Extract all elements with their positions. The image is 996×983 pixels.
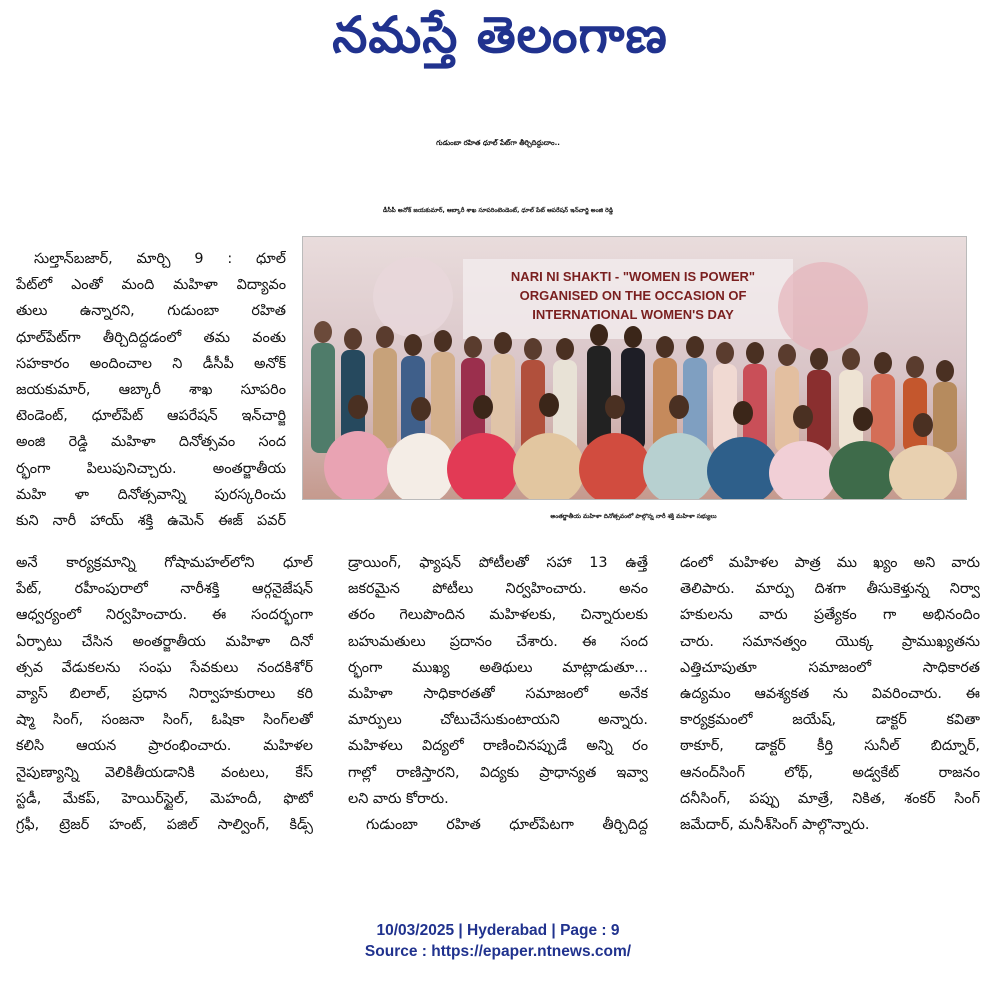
article-line: ఆనంద్‌సింగ్ లోథ్, అడ్వకేట్ రాజనం <box>680 764 980 781</box>
article-column-1-top <box>16 246 286 534</box>
article-line: అనే కార్యక్రమాన్ని గోషామహల్‌లోని ధూల్ <box>16 555 313 571</box>
photo-caption: అంతర్జాతీయ మహిళా దినోత్సవంలో పాల్గొన్న నారీ శక్తి మహిళా సభ్యులు <box>550 513 717 520</box>
article-line: దనీసింగ్, పప్పు మాత్రే, నికిత, శంకర్ సింగ్ <box>680 790 980 807</box>
article-line: త్సవ వేడుకలను సంఘ సేవకులు నందకిశోర్ <box>16 659 313 676</box>
banner-line-3: INTERNATIONAL WOMEN'S DAY <box>532 307 734 322</box>
article-line: మార్పులు చోటుచేసుకుంటాయని అన్నారు. <box>348 712 648 729</box>
article-column-2 <box>348 550 648 838</box>
article-line: గాల్లో రాణిస్తారని, విద్యకు ప్రాధాన్యత ఇవ్వా <box>348 764 648 781</box>
article-line: ఆధ్వర్యంలో నిర్వహించారు. ఈ సందర్భంగా <box>16 607 313 624</box>
article-line: గ్రఫీ, ట్రెజర్ హంట్, పజిల్ సాల్వింగ్, కిడ్స్ <box>16 817 313 834</box>
masthead-title: నమస్తే తెలంగాణ <box>332 5 668 64</box>
article-line: తెలిపారు. మార్పు దిశగా తీసుకెళ్తున్న నిర్వా <box>680 581 980 598</box>
article-line: తరం గెలుపొందిన మహిళలకు, చిన్నారులకు <box>348 607 648 624</box>
footer <box>0 920 996 962</box>
article-line: ర్భంగా ముఖ్య అతిథులు మాట్లాడుతూ... <box>348 659 648 676</box>
article-line: సహకారం అందించాల ని డీసీపీ అనోక్ <box>16 355 286 372</box>
article-line: ఎత్తిచూపుతూ సమాజంలో సాధికారత <box>680 659 980 676</box>
article-line: హకులను వారు ప్రత్యేకం గా అభినందిం <box>680 607 980 624</box>
article-line: మహిళలు విద్యలో రాణించినప్పుడే అన్ని రం <box>348 738 648 755</box>
article-line: తులు ఉన్నారని, గుడుంబా రహిత <box>16 303 286 320</box>
footer-source-line: Source : https://epaper.ntnews.com/ <box>364 943 632 960</box>
article-line: అంజి రెడ్డి మహిళా దినోత్సవం సంద <box>16 434 286 451</box>
article-line: జయకుమార్, ఆబ్కారీ శాఖ సూపరిం <box>16 382 286 399</box>
article-line: నైపుణ్యాన్ని వెలికితీయడానికి వంటలు, కేస్ <box>16 764 313 781</box>
masthead <box>300 6 700 76</box>
article-line: స్టడీ, మేకప్, హెయిర్‌స్టైల్, మెహందీ, ఫొటో <box>16 790 313 807</box>
article-line: పేట్‌లో ఎంతో మంది మహిళా విద్యావం <box>16 277 286 294</box>
article-line: కార్యక్రమంలో జయేష్, డాక్టర్ కవితా <box>680 712 980 729</box>
article-line: గుడుంబా రహిత ధూల్‌పేటగా తీర్చిదిద్ద <box>366 817 648 834</box>
article-column-3 <box>680 550 980 838</box>
article-line: కుని నారీ హాయ్ శక్తి ఉమెన్ ఈజ్ పవర్ <box>16 513 286 530</box>
article-line: లని వారు కోరారు. <box>348 790 449 807</box>
article-line: కలిసి ఆయన ప్రారంభించారు. మహిళల <box>16 738 313 755</box>
article-line: టెండెంట్, ధూల్‌పేట్ ఆపరేషన్ ఇన్‌చార్జి <box>16 408 286 425</box>
article-line: డంలో మహిళల పాత్ర ము ఖ్యం అని వారు <box>680 555 980 571</box>
article-line: ర్భంగా పిలుపునిచ్చారు. అంతర్జాతీయ <box>16 460 286 477</box>
article-line: జమేదార్, మనీశ్‌సింగ్ పాల్గొన్నారు. <box>680 817 870 834</box>
footer-date-line: 10/03/2025 | Hyderabad | Page : 9 <box>376 922 620 939</box>
article-line: ధూల్‌పేట్‌గా తీర్చిదిద్దడంలో తమ వంతు <box>16 329 286 346</box>
article-line: మహి ళా దినోత్సవాన్ని పురస్కరించు <box>16 486 286 503</box>
article-line: డ్రాయింగ్, ఫ్యాషన్ పోటీలతో సహా 13 ఉత్తే <box>348 555 648 571</box>
article-line: ఠాకూర్, డాక్టర్ కీర్తి సునీల్ బిద్నూర్, <box>680 738 980 755</box>
article-line: పేట్, రహీంపురాలో నారీశక్తి ఆర్గనైజేషన్ <box>16 581 313 598</box>
article-line: ఉద్యమం ఆవశ్యకత ను వివరించారు. ఈ <box>680 686 980 703</box>
article-line: చారు. సమానత్వం యొక్క ప్రాముఖ్యతను <box>680 633 980 650</box>
article-line: మహిళా సాధికారతతో సమాజంలో అనేక <box>348 686 648 703</box>
article-column-1-bottom <box>16 550 313 838</box>
article-subheadline: డీసీపీ అనోక్ జయకుమార్, ఆబ్కారీ శాఖ సూపరింటెండెంట్, ధూల్ పేట్ ఆపరేషన్ ఇన్‌చార్జి అంజి రెడ్డి <box>382 207 614 214</box>
event-photo <box>302 236 967 500</box>
article-line: జకరమైన పోటీలు నిర్వహించారు. అనం <box>348 581 648 598</box>
article-line: ష్మా సింగ్, సంజనా సింగ్, ఓషికా సింగ్‌లతో <box>16 712 313 729</box>
banner-line-2: ORGANISED ON THE OCCASION OF <box>519 288 747 303</box>
article-line: వ్యాస్ బిలాల్, ప్రధాన నిర్వాహకురాలు కరి <box>16 686 313 703</box>
article-line: ఏర్పాటు చేసిన అంతర్జాతీయ మహిళా దినో <box>16 633 313 650</box>
banner-line-1: NARI NI SHAKTI - "WOMEN IS POWER" <box>510 269 756 284</box>
article-line: సుల్తాన్‌బజార్, మార్చి 9 : ధూల్ <box>34 251 286 267</box>
article-line: బహుమతులు ప్రదానం చేశారు. ఈ సంద <box>348 633 648 650</box>
article-headline: గుడుంబా రహిత ధూల్ పేట్‌గా తీర్చిదిద్దుదాం.. <box>436 139 560 147</box>
